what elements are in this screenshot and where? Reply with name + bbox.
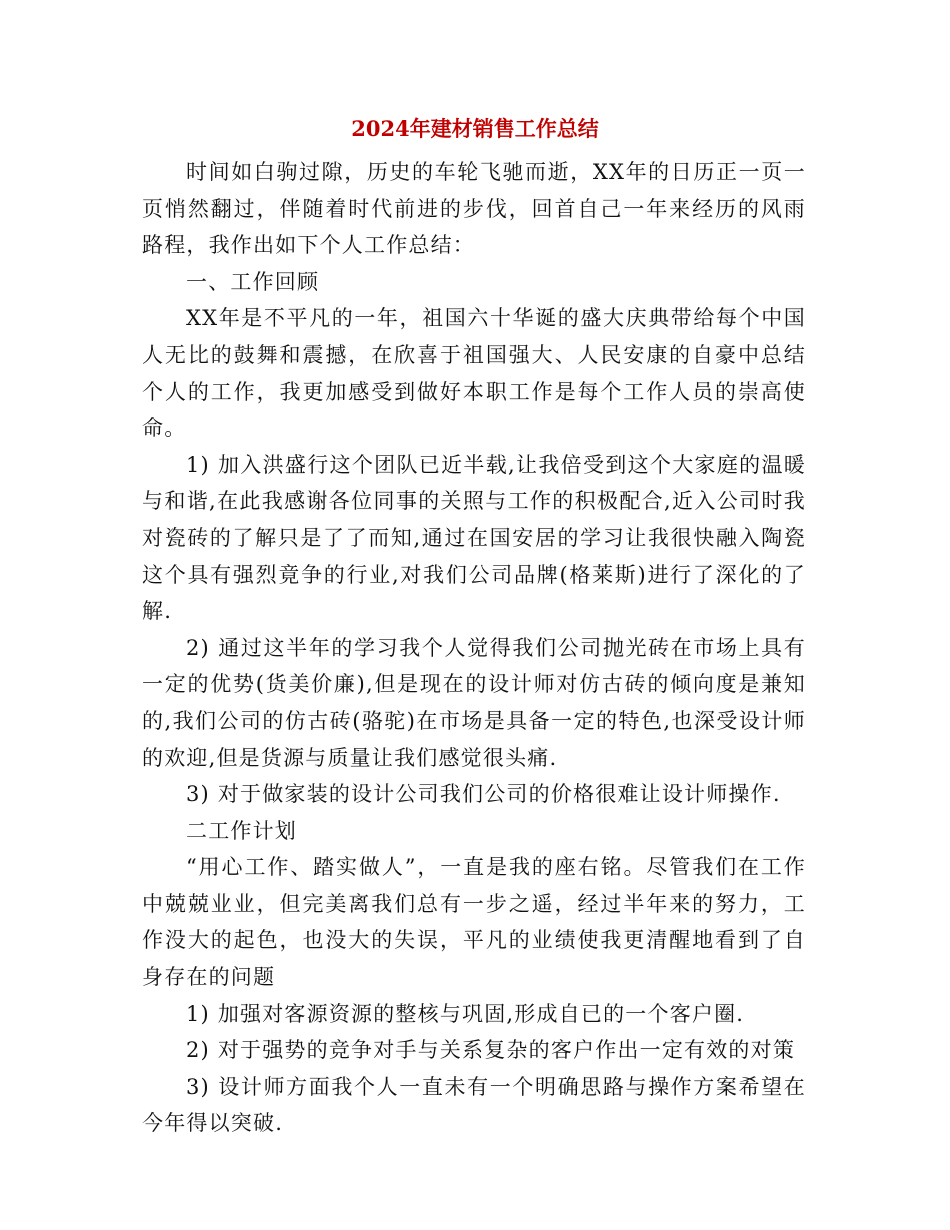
paragraph-plan-item-1: 1) 加强对客源资源的整核与巩固,形成自已的一个客户圈. bbox=[186, 1001, 745, 1026]
paragraph-plan-item-2: 2) 对于强势的竞争对手与关系复杂的客户作出一定有效的对策 bbox=[186, 1038, 796, 1063]
paragraph-plan: “用心工作、踏实做人”，一直是我的座右铭。尽管我们在工作中兢兢业业，但完美离我们总有一步之遥，经过半年来的努力，工作没大的起色，也没大的失误，平凡的业绩使我更清醒地看到了自身存在的问题 bbox=[142, 855, 806, 990]
paragraph-review: XX年是不平凡的一年，祖国六十华诞的盛大庆典带给每个中国人无比的鼓舞和震撼，在欣喜于祖国强大、人民安康的自豪中总结个人的工作，我更加感受到做好本职工作是每个工作人员的崇高使命。 bbox=[142, 306, 806, 441]
document-title: 2024年建材销售工作总结 bbox=[351, 116, 599, 141]
document-body bbox=[142, 154, 806, 1142]
paragraph-review-item-3: 3) 对于做家装的设计公司我们公司的价格很难让设计师操作. bbox=[186, 782, 781, 807]
paragraph-review-item-2: 2) 通过这半年的学习我个人觉得我们公司抛光砖在市场上具有一定的优势(货美价廉),但是现在的设计师对仿古砖的倾向度是兼知的,我们公司的仿古砖(骆驼)在市场是具备一定的特色,也深受设计师的欢迎,但是货源与质量让我们感觉很头痛. bbox=[142, 635, 806, 770]
section-heading-review: 一、工作回顾 bbox=[186, 269, 320, 294]
paragraph-plan-item-3: 3) 设计师方面我个人一直未有一个明确思路与操作方案希望在今年得以突破. bbox=[142, 1074, 806, 1136]
paragraph-intro: 时间如白驹过隙，历史的车轮飞驰而逝，XX年的日历正一页一页悄然翻过，伴随着时代前进的步伐，回首自己一年来经历的风雨路程，我作出如下个人工作总结： bbox=[142, 160, 806, 258]
paragraph-review-item-1: 1) 加入洪盛行这个团队已近半载,让我倍受到这个大家庭的温暖与和谐,在此我感谢各位同事的关照与工作的积极配合,近入公司时我对瓷砖的了解只是了了而知,通过在国安居的学习让我很快融入陶瓷这个具有强烈竟争的行业,对我们公司品牌(格莱斯)进行了深化的了解. bbox=[142, 452, 806, 624]
section-heading-plan: 二工作计划 bbox=[186, 818, 297, 843]
